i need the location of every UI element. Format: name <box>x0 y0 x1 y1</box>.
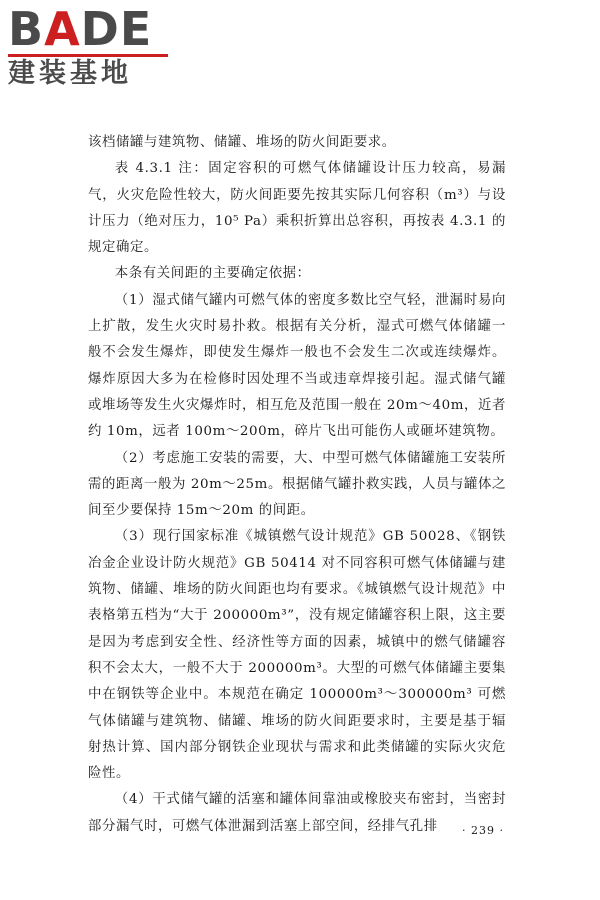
brand-wordmark <box>8 2 183 56</box>
paragraph-basis-heading: 本条有关间距的主要确定依据： <box>114 266 311 282</box>
paragraph-item-1: （1）湿式储气罐内可燃气体的密度多数比空气轻，泄漏时易向上扩散，发生火灾时易扑救。根据有关分析，湿式可燃气体储罐一般不会发生爆炸，即使发生爆炸一般也不会发生二次或连续爆炸。爆炸原因大多为在检修时因处理不当或违章焊接引起。湿式储气罐或堆场等发生火灾爆炸时，相互危及范围一般在 20m～40m，近者约 10m，远者 100m～200m，碎片飞出可能伤人或砸坏建筑物。 <box>88 292 506 440</box>
paragraph-item-2: （2）考虑施工安装的需要，大、中型可燃气体储罐施工安装所需的距离一般为 20m～25m。根据储气罐扑救实践，人员与罐体之间至少要保持 15m～20m 的间距。 <box>88 450 506 519</box>
paragraph-table-note: 表 4.3.1 注：固定容积的可燃气体储罐设计压力较高，易漏气，火灾危险性较大，防火间距要先按其实际几何容积（m³）与设计压力（绝对压力，10⁵ Pa）乘积折算出总容积，再按表 4.3.1 的规定确定。 <box>88 161 506 256</box>
brand-letters-de: DE <box>80 2 153 56</box>
brand-logo <box>8 2 183 91</box>
paragraph-item-4: （4）干式储气罐的活塞和罐体间靠油或橡胶夹布密封，当密封部分漏气时，可燃气体泄漏到活塞上部空间，经排气孔排 <box>88 792 506 834</box>
brand-letter-a: A <box>44 2 81 56</box>
brand-letter-b: B <box>8 2 45 56</box>
paragraph-continuation: 该档储罐与建筑物、储罐、堆场的防火间距要求。 <box>88 135 396 150</box>
brand-subtitle: 建装基地 <box>8 58 132 89</box>
page-body <box>88 130 506 840</box>
page-number: · 239 · <box>462 824 504 837</box>
paragraph-item-3: （3）现行国家标准《城镇燃气设计规范》GB 50028、《钢铁冶金企业设计防火规范》GB 50414 对不同容积可燃气体储罐与建筑物、储罐、堆场的防火间距也均有要求。《城镇燃气设计规范》中表格第五档为“大于 200000m³”，没有规定储罐容积上限，这主要是因为考虑到安全性、经济性等方面的因素，城镇中的燃气储罐容积不会太大，一般不大于 200000m³。大型的可燃气体储罐主要集中在钢铁等企业中。本规范在确定 100000m³～300000m³ 可燃气体储罐与建筑物、储罐、堆场的防火间距要求时，主要是基于辐射热计算、国内部分钢铁企业现状与需求和此类储罐的实际火灾危险性。 <box>88 529 506 782</box>
